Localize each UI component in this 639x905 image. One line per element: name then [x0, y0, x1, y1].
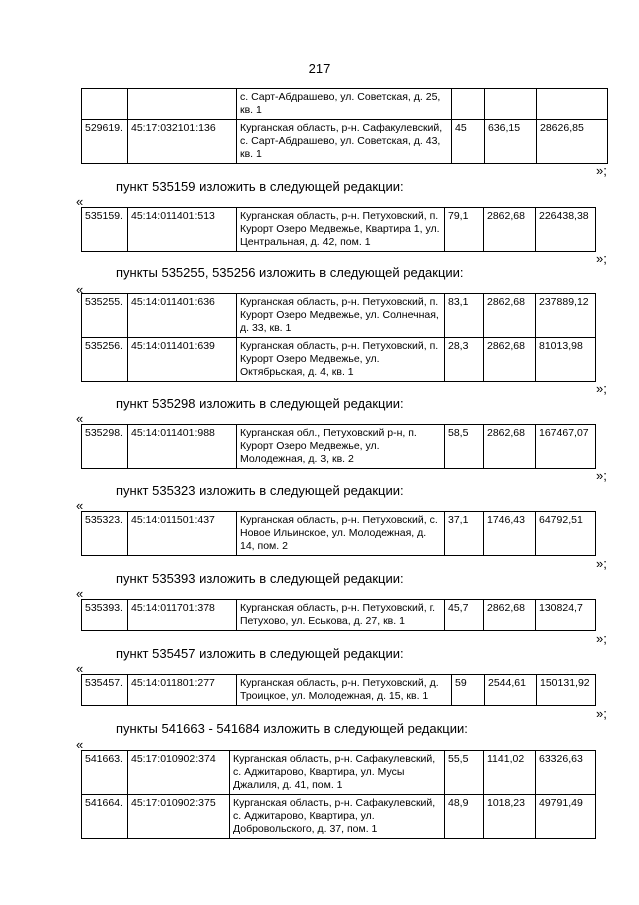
amendment-heading: пункт 535298 изложить в следующей редакции: — [116, 396, 404, 411]
closing-quote: »; — [596, 631, 607, 646]
cadastral-table — [81, 293, 596, 382]
closing-quote: »; — [596, 163, 607, 178]
cadastral-number-cell: 45:17:032101:136 — [128, 120, 237, 164]
area-cell: 45 — [452, 120, 485, 164]
area-cell: 55,5 — [445, 751, 484, 795]
rate-cell: 1746,43 — [484, 512, 536, 556]
address-cell: Курганская область, р-н. Петуховский, с. Новое Ильинское, ул. Молодежная, д. 14, пом. 2 — [237, 512, 445, 556]
value-cell: 64792,51 — [536, 512, 596, 556]
area-cell: 83,1 — [445, 294, 484, 338]
rate-cell: 1141,02 — [484, 751, 536, 795]
amendment-heading: пункт 535323 изложить в следующей редакции: — [116, 483, 404, 498]
table-row — [82, 338, 596, 382]
row-number-cell: 541664. — [82, 795, 128, 839]
row-number-cell: 535323. — [82, 512, 128, 556]
table-row — [82, 675, 596, 706]
row-number-cell: 535393. — [82, 600, 128, 631]
value-cell: 167467,07 — [536, 425, 596, 469]
value-cell: 28626,85 — [537, 120, 608, 164]
value-cell: 226438,38 — [536, 208, 596, 252]
address-cell: с. Сарт-Абдрашево, ул. Советская, д. 25, кв. 1 — [237, 89, 452, 120]
value-cell — [537, 89, 608, 120]
cadastral-number-cell: 45:14:011401:639 — [128, 338, 237, 382]
address-cell: Курганская область, р-н. Петуховский, п. Курорт Озеро Медвежье, ул. Октябрьская, д. 4, кв. 1 — [237, 338, 445, 382]
value-cell: 81013,98 — [536, 338, 596, 382]
rate-cell: 2862,68 — [484, 208, 536, 252]
area-cell: 37,1 — [445, 512, 484, 556]
address-cell: Курганская область, р-н. Петуховский, г. Петухово, ул. Еськова, д. 27, кв. 1 — [237, 600, 445, 631]
cadastral-table — [81, 88, 608, 164]
row-number-cell: 535256. — [82, 338, 128, 382]
area-cell: 59 — [452, 675, 485, 706]
area-cell: 28,3 — [445, 338, 484, 382]
cadastral-number-cell: 45:14:011401:636 — [128, 294, 237, 338]
amendment-heading: пункты 541663 - 541684 изложить в следующей редакции: — [116, 721, 468, 736]
cadastral-number-cell: 45:17:010902:375 — [128, 795, 230, 839]
value-cell: 237889,12 — [536, 294, 596, 338]
rate-cell: 2862,68 — [484, 294, 536, 338]
opening-quote: « — [76, 411, 84, 426]
row-number-cell: 535159. — [82, 208, 128, 252]
area-cell: 58,5 — [445, 425, 484, 469]
cadastral-number-cell: 45:17:010902:374 — [128, 751, 230, 795]
rate-cell — [485, 89, 537, 120]
opening-quote: « — [76, 498, 84, 513]
value-cell: 130824,7 — [536, 600, 596, 631]
table-row — [82, 795, 596, 839]
row-number-cell: 529619. — [82, 120, 128, 164]
row-number-cell: 535255. — [82, 294, 128, 338]
value-cell: 150131,92 — [537, 675, 596, 706]
cadastral-number-cell: 45:14:011401:513 — [128, 208, 237, 252]
address-cell: Курганская область, р-н. Сафакулевский, с. Аджитарово, Квартира, ул. Мусы Джалиля, д. 41, пом. 1 — [230, 751, 445, 795]
amendment-heading: пункт 535393 изложить в следующей редакции: — [116, 571, 404, 586]
rate-cell: 2544,61 — [485, 675, 537, 706]
closing-quote: »; — [596, 556, 607, 571]
rate-cell: 2862,68 — [484, 600, 536, 631]
table-row — [82, 294, 596, 338]
row-number-cell: 535457. — [82, 675, 128, 706]
rate-cell: 1018,23 — [484, 795, 536, 839]
amendment-heading: пункт 535159 изложить в следующей редакции: — [116, 179, 404, 194]
address-cell: Курганская область, р-н. Петуховский, п. Курорт Озеро Медвежье, Квартира 1, ул. Центральная, д. 42, пом. 1 — [237, 208, 445, 252]
page-number: 217 — [308, 61, 331, 76]
table-row — [82, 751, 596, 795]
rate-cell: 636,15 — [485, 120, 537, 164]
row-number-cell: 541663. — [82, 751, 128, 795]
closing-quote: »; — [596, 706, 607, 721]
area-cell: 45,7 — [445, 600, 484, 631]
table-row — [82, 208, 596, 252]
amendment-heading: пункты 535255, 535256 изложить в следующей редакции: — [116, 265, 464, 280]
cadastral-number-cell: 45:14:011701:378 — [128, 600, 237, 631]
opening-quote: « — [76, 282, 84, 297]
opening-quote: « — [76, 586, 84, 601]
cadastral-table — [81, 674, 596, 706]
rate-cell: 2862,68 — [484, 425, 536, 469]
row-number-cell — [82, 89, 128, 120]
table-row — [82, 512, 596, 556]
closing-quote: »; — [596, 381, 607, 396]
address-cell: Курганская обл., Петуховский р-н, п. Курорт Озеро Медвежье, ул. Молодежная, д. 3, кв. 2 — [237, 425, 445, 469]
cadastral-number-cell: 45:14:011501:437 — [128, 512, 237, 556]
table-row — [82, 425, 596, 469]
cadastral-number-cell: 45:14:011801:277 — [128, 675, 237, 706]
opening-quote: « — [76, 737, 84, 752]
rate-cell: 2862,68 — [484, 338, 536, 382]
row-number-cell: 535298. — [82, 425, 128, 469]
value-cell: 63326,63 — [536, 751, 596, 795]
cadastral-number-cell: 45:14:011401:988 — [128, 425, 237, 469]
address-cell: Курганская область, р-н. Петуховский, п. Курорт Озеро Медвежье, ул. Солнечная, д. 33, кв. 1 — [237, 294, 445, 338]
area-cell — [452, 89, 485, 120]
cadastral-table — [81, 750, 596, 839]
table-row — [82, 89, 608, 120]
address-cell: Курганская область, р-н. Сафакулевский, с. Аджитарово, Квартира, ул. Добровольского, д. 37, пом. 1 — [230, 795, 445, 839]
area-cell: 48,9 — [445, 795, 484, 839]
closing-quote: »; — [596, 468, 607, 483]
address-cell: Курганская область, р-н. Петуховский, д. Троицкое, ул. Молодежная, д. 15, кв. 1 — [237, 675, 452, 706]
cadastral-table — [81, 207, 596, 252]
table-row — [82, 120, 608, 164]
table-row — [82, 600, 596, 631]
address-cell: Курганская область, р-н. Сафакулевский, с. Сарт-Абдрашево, ул. Советская, д. 43, кв. 1 — [237, 120, 452, 164]
area-cell: 79,1 — [445, 208, 484, 252]
closing-quote: »; — [596, 251, 607, 266]
cadastral-number-cell — [128, 89, 237, 120]
cadastral-table — [81, 599, 596, 631]
cadastral-table — [81, 424, 596, 469]
cadastral-table — [81, 511, 596, 556]
value-cell: 49791,49 — [536, 795, 596, 839]
amendment-heading: пункт 535457 изложить в следующей редакции: — [116, 646, 404, 661]
opening-quote: « — [76, 661, 84, 676]
opening-quote: « — [76, 194, 84, 209]
